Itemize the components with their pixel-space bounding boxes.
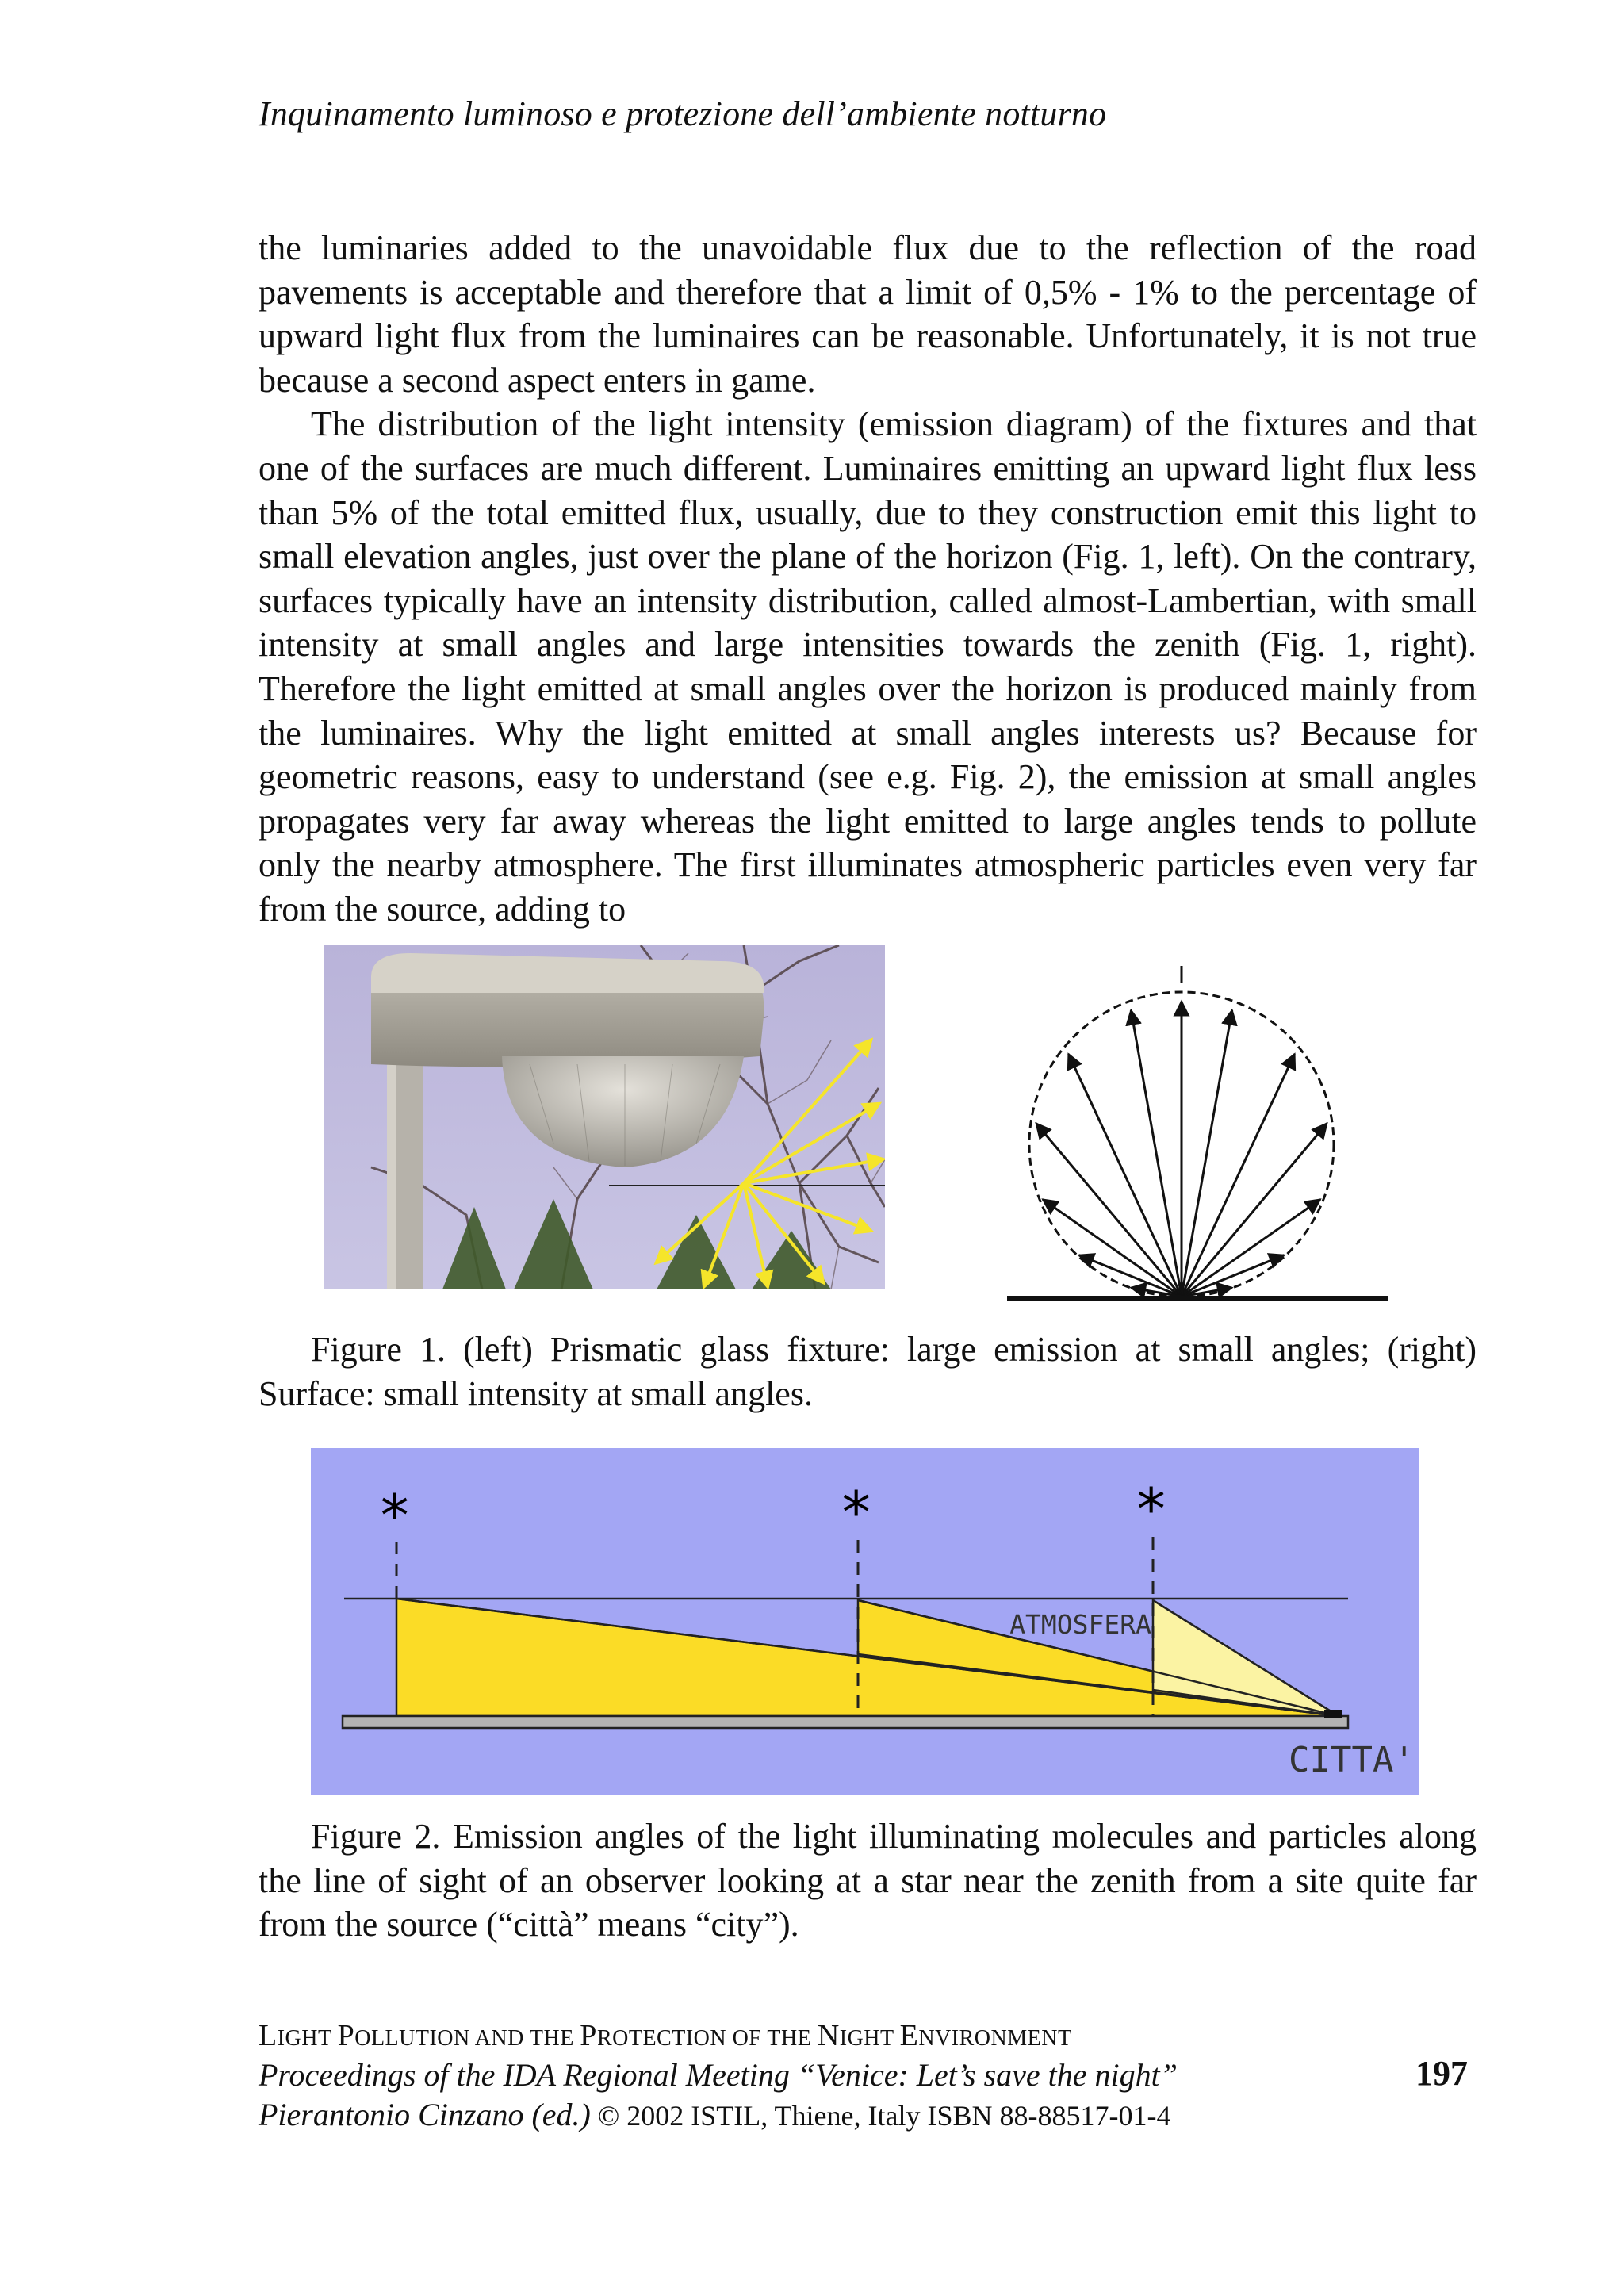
star-1: *	[377, 1482, 412, 1549]
label-city: CITTA'	[1289, 1740, 1415, 1780]
figure1-caption-text: Figure 1. (left) Prismatic glass fixture: large emission at small angles; (right) Surface: small intensity at small angles.	[259, 1330, 1477, 1413]
footer-copyright: © 2002 ISTIL, Thiene, Italy ISBN 88-88517-01-4	[590, 2100, 1171, 2132]
footer-proceedings: Proceedings of the IDA Regional Meeting “Venice: Let’s save the night”	[259, 2057, 1178, 2093]
footer-editor-name: Pierantonio Cinzano (ed.)	[259, 2097, 591, 2132]
star-2: *	[839, 1479, 874, 1546]
star-3: *	[1134, 1476, 1169, 1542]
city-marker	[1324, 1710, 1342, 1718]
figure2-diagram	[311, 1448, 1419, 1795]
body-text	[259, 226, 1477, 932]
footer-editor	[259, 2096, 1170, 2133]
figure1-caption	[259, 1327, 1477, 1416]
page-number: 197	[1415, 2054, 1468, 2093]
label-atmosphere: ATMOSFERA	[1009, 1609, 1151, 1640]
paragraph-1: the luminaries added to the unavoidable flux due to the reflection of the road pavements is acceptable and therefore that a limit of 0,5% - 1% to the percentage of upward light flux from the luminaires can be reasonable. Unfortunately, it is not true because a second aspect enters in game.	[259, 228, 1477, 400]
paragraph-2: The distribution of the light intensity (emission diagram) of the fixtures and that one of the surfaces are much different. Luminaires emitting an upward light flux less than 5% of the total emitted flux, usually, due to they construction emit this light to small elevation angles, just over the plane of the horizon (Fig. 1, left). On the contrary, surfaces typically have an intensity distribution, called almost-Lambertian, with small intensity at small angles and large intensities towards the zenith (Fig. 1, right). Therefore the light emitted at small angles over the horizon is produced mainly from the luminaires. Why the light emitted at small angles interests us? Because for geometric reasons, easy to understand (see e.g. Fig. 2), the emission at small angles propagates very far away whereas the light emitted to large angles tends to pollute only the nearby atmosphere. The first illuminates atmospheric particles even very far from the source, adding to	[259, 404, 1477, 929]
footer-series-title: LIGHT POLLUTION AND THE PROTECTION OF THE NIGHT ENVIRONMENT	[259, 2019, 1072, 2052]
figure2-caption-text: Figure 2. Emission angles of the light illuminating molecules and particles along the line of sight of an observer looking at a star near the zenith from a site quite far from the source (“città” means “city”).	[259, 1817, 1477, 1944]
figure1-lambertian-diagram	[959, 952, 1404, 1316]
ground-bar	[343, 1716, 1348, 1728]
figure2-caption	[259, 1814, 1477, 1947]
running-head: Inquinamento luminoso e protezione dell’ambiente notturno	[259, 94, 1107, 133]
figure1-lamp-photo	[324, 945, 885, 1289]
